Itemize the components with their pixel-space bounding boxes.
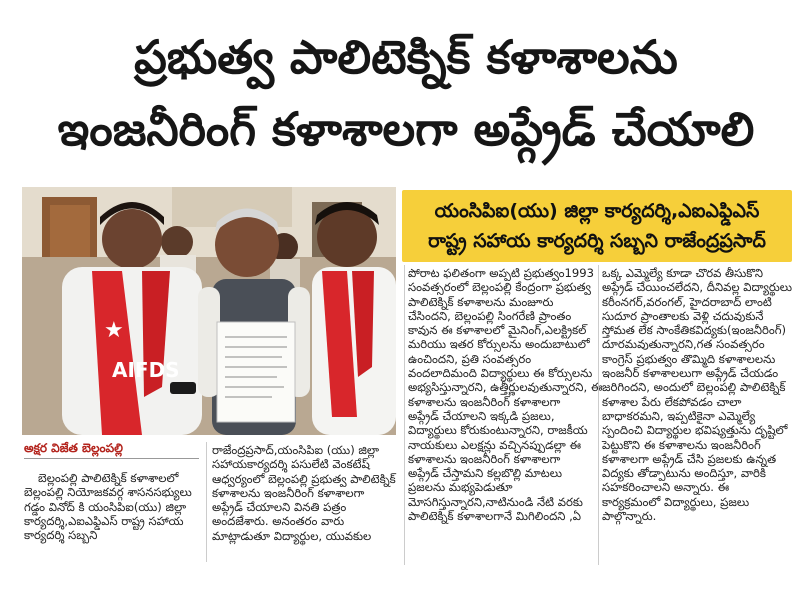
headline-line-2: ఇంజనీరింగ్ కళాశాలగా అప్గ్రేడ్ చేయాలి (57, 102, 755, 156)
subheadline-banner (402, 190, 792, 262)
column-4-line: స్పందించి విద్యార్థుల భవిష్యత్తును దృష్టిలో (602, 423, 788, 438)
column-4-line: పాల్గొన్నారు. (602, 509, 657, 524)
column-4-line: దూరమవుతున్నారని,గత సంవత్సరం (602, 337, 765, 352)
column-4-line: సుదూర ప్రాంతాలకు వెళ్లి చదువుకునే (602, 308, 764, 323)
column-4-line: పెట్టుకొని ఈ కళాశాలను ఇంజనీరింగ్ (602, 437, 761, 452)
headline-line-1: ప్రభుత్వ పాలిటెక్నిక్ కళాశాలను (134, 30, 678, 84)
column-2-line: మాట్లాడుతూ విద్యార్థుల, యువకుల (212, 528, 372, 543)
column-4-line: కళాశాల పేరు లేకపోవడం చాలా (602, 394, 742, 409)
column-4-line: కరీంనగర్,వరంగల్, హైదరాబాద్ లాంటి (602, 294, 772, 309)
column-3-line: చేసిందని, బెల్లంపల్లి సింగరేణి ప్రాంతం (408, 308, 572, 323)
column-4-line: బాధాకరమని, ఇప్పటికైనా ఎమ్మెల్యే (602, 408, 756, 423)
column-4-line: సహకరించాలని అన్నారు. ఈ (602, 480, 730, 495)
article-column-3 (408, 266, 603, 524)
column-1-line: గడ్డం వినోద్ కి యంసిపిఐ(యు) జిల్లా (24, 499, 187, 514)
column-4-line: కాంగ్రెస్ ప్రభుత్వం తొమ్మిది కళాశాలలను (602, 351, 776, 366)
column-3-line: కళాశాలను ఇంజనీరింగ్ కళాశాలగా (408, 394, 561, 409)
column-4-line: కళాశాలగా అప్గ్రేడ్ చేసి ప్రజలకు ఉన్నత (602, 451, 777, 466)
article-column-4 (602, 266, 802, 523)
column-1-line: బెల్లంపల్లి నియోజకవర్గ శాసనసభ్యులు (24, 485, 192, 500)
column-4-line: అప్గ్రేడ్ చేయించలేదని, దీనివల్ల విద్యార్థులు (602, 280, 793, 295)
column-4-line: ఇంజనీర్ కళాశాలలుగా అప్గ్రేడ్ చేయడం (602, 366, 779, 381)
column-divider (404, 265, 405, 565)
news-photo (22, 187, 396, 435)
column-4-line: విద్యకు తోడ్పాటును అందిస్తూ, వారికి (602, 466, 766, 481)
column-4-line: జరిగిందని, అందులో బెల్లంపల్లి పాలిటెక్నిక్ (602, 380, 786, 395)
byline-rule (24, 458, 199, 459)
column-2-line: అప్గ్రేడ్ చేయాలని వినతి పత్రం (212, 500, 347, 515)
column-3-line: ఉంచిందని, ప్రతి సంవత్సరం (408, 351, 532, 366)
column-4-line: కార్యక్రమంలో విద్యార్థులు, ప్రజలు (602, 494, 750, 509)
subheadline-line-2: రాష్ట్ర సహాయ కార్యదర్శి సబ్బని రాజేంద్రప్రసాద్ (428, 230, 766, 252)
column-3-line: వందలాదిమంది విద్యార్థులు ఈ కోర్సులను (408, 366, 593, 381)
column-3-line: విద్యార్థులు కోరుకుంటున్నారని, రాజకీయ (408, 423, 588, 438)
column-2-line: కళాశాలను ఇంజనీరింగ్ కళాశాలగా (212, 485, 365, 500)
column-divider (206, 442, 207, 562)
column-3-line: అప్గ్రేడ్ చేస్తామని కల్లబొల్లి మాటలు (408, 466, 562, 481)
column-3-line: ప్రజలను మభ్యపెడుతూ (408, 480, 513, 495)
column-4-line: ఒక్క ఎమ్మెల్యే కూడా చొరవ తీసుకొని (602, 266, 764, 280)
column-4-line: స్తోమత లేక సాంకేతికవిద్యకు(ఇంజనీరింగ్) (602, 323, 787, 338)
column-2-line: రాజేంద్రప్రసాద్,యంసిపిఐ (యు) జిల్లా (212, 443, 380, 457)
column-3-line: పాలిటెక్నిక్ కళాశాలను మంజూరు (408, 294, 554, 309)
column-3-line: అప్గ్రేడ్ చేయాలని ఇక్కడి ప్రజలు, (408, 408, 555, 423)
byline: అక్షర విజేత బెల్లంపల్లి (24, 441, 123, 455)
column-3-line: మరియు ఇతర కోర్సులను అందుబాటులో (408, 337, 590, 352)
column-3-line: కళాశాలను ఇంజనీరింగ్ కళాశాలగా (408, 451, 561, 466)
article-column-2 (212, 443, 400, 543)
column-divider (598, 265, 599, 565)
column-3-line: పాలిటెక్నిక్ కళాశాలగానే మిగిలిందని ,ఏ (408, 509, 582, 524)
column-1-line: కార్యదర్శి సబ్బని (24, 528, 98, 543)
column-3-line: నాయకులు ఎలక్షన్లు వచ్చినప్పుడల్లా ఈ (408, 437, 582, 452)
article-column-1 (24, 471, 204, 542)
column-2-line: సహాయకార్యదర్శి పసులేటి వెంకటేష్ (212, 457, 370, 472)
scarf-text: AIFDS (112, 358, 180, 382)
svg-text:★: ★ (104, 318, 124, 343)
column-3-line: సంవత్సరంలో బెల్లంపల్లి కేంద్రంగా ప్రభుత్వ (408, 280, 591, 295)
subheadline-line-1: యంసిపిఐ(యు) జిల్లా కార్యదర్శి,ఎఐఎఫ్డిఎస్ (434, 200, 760, 222)
column-3-line: పోరాట ఫలితంగా అప్పటి ప్రభుత్వం1993 (408, 266, 595, 280)
column-2-line: అందజేశారు. అనంతరం వారు (212, 514, 345, 529)
column-3-line: కావున ఈ కళాశాలలో మైనింగ్,ఎలక్ట్రికల్ (408, 323, 587, 338)
column-2-line: ఆధ్వర్యంలో బెల్లంపల్లి ప్రభుత్వ పాలిటెక్నిక్ (212, 471, 396, 486)
column-1-line: కార్యదర్శి,ఎఐఎఫ్డిఎస్ రాష్ట్ర సహాయ (24, 513, 184, 528)
column-3-line: మోసగిస్తున్నారని,నాటినుండి నేటి వరకు (408, 494, 583, 509)
column-1-line: బెల్లంపల్లి పాలిటెక్నిక్ కళాశాలలో (38, 471, 179, 485)
column-3-line: అభ్యసిస్తున్నారని, ఉత్తీర్ణులవుతున్నారని, ఈ (408, 380, 603, 395)
